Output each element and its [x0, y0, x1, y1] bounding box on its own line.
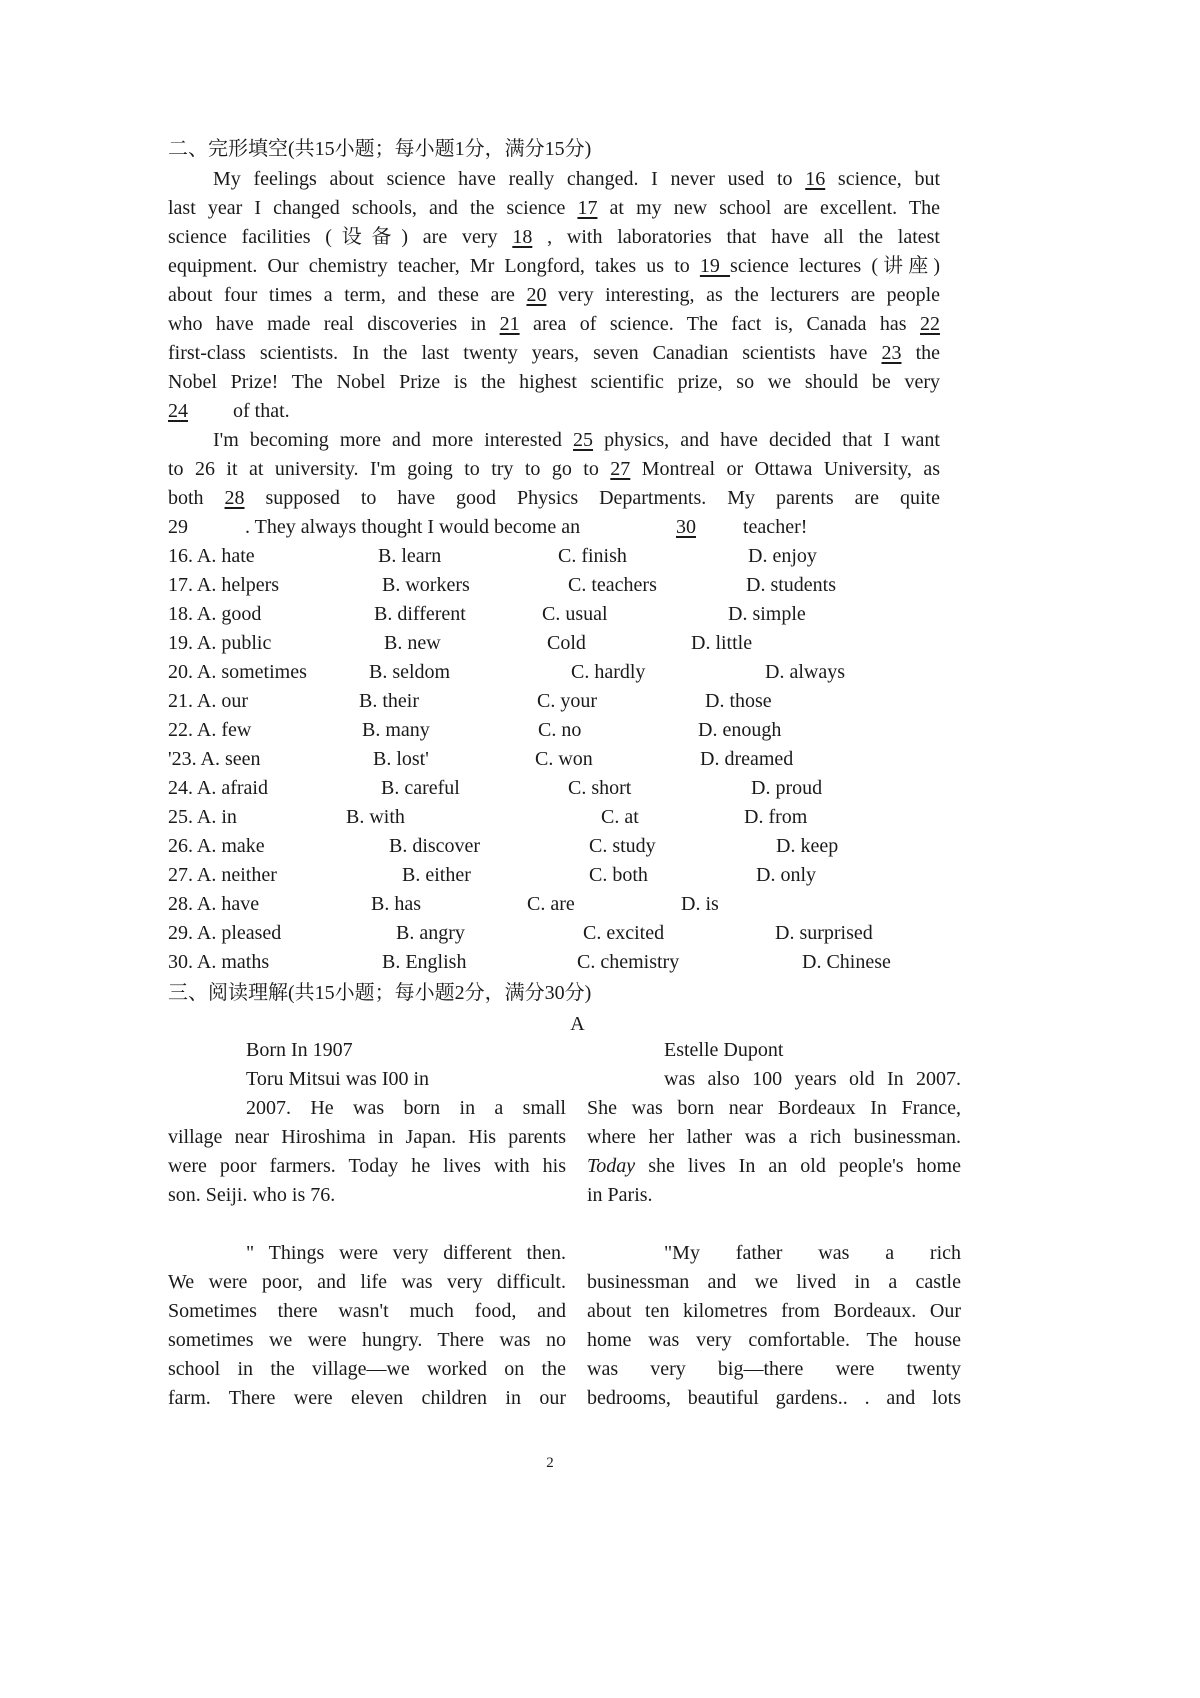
blank-25: 25 [573, 429, 594, 451]
cloze-p2-line-1: I'm becoming more and more interested 25 physics, and have decided that I want [213, 429, 940, 451]
option-a: 19. A. public [168, 632, 272, 654]
blank-28: 28 [224, 487, 245, 509]
option-b: B. either [402, 864, 471, 886]
option-row [168, 948, 908, 977]
reading-heading: 三、阅读理解(共15小题；每小题2分，满分30分) [168, 982, 592, 1004]
right-line-5: Today she lives In an old people's home [587, 1155, 961, 1177]
left-line-2: Toru Mitsui was I00 in [246, 1068, 430, 1090]
right-line-1: Estelle Dupont [664, 1039, 784, 1061]
option-c: C. at [601, 806, 639, 828]
left-line-10: sometimes we were hungry. There was no [168, 1329, 566, 1351]
option-c: C. are [527, 893, 575, 915]
cloze-p2-line-2: to 26 it at university. I'm going to try to go to 27 Montreal or Ottawa University, as [168, 458, 940, 480]
option-row [168, 687, 908, 716]
option-row [168, 745, 908, 774]
option-row [168, 919, 908, 948]
cloze-p1-line-3: science facilities (设备) are very 18 , with laboratories that have all the latest [168, 226, 940, 248]
option-d: D. Chinese [802, 951, 891, 973]
cloze-heading: 二、完形填空(共15小题；每小题1分，满分15分) [168, 138, 592, 160]
option-d: D. those [705, 690, 772, 712]
option-c: C. hardly [571, 661, 646, 683]
option-d: D. enough [698, 719, 782, 741]
option-c: C. usual [542, 603, 608, 625]
blank-23: 23 [881, 342, 902, 364]
option-b: B. careful [381, 777, 460, 799]
left-line-5: were poor farmers. Today he lives with his [168, 1155, 566, 1177]
option-row [168, 629, 908, 658]
option-a: '23. A. seen [168, 748, 261, 770]
blank-24: 24 [168, 400, 188, 422]
option-row [168, 803, 908, 832]
option-c: C. won [535, 748, 593, 770]
cloze-p2-line-3: both 28 supposed to have good Physics Departments. My parents are quite [168, 487, 940, 509]
section-label: A [570, 1013, 585, 1035]
option-a: 27. A. neither [168, 864, 277, 886]
option-a: 30. A. maths [168, 951, 270, 973]
blank-17: 17 [577, 197, 598, 219]
left-line-4: village near Hiroshima in Japan. His parents [168, 1126, 566, 1148]
cloze-p1-line-9: 24 of that. [168, 400, 290, 422]
left-line-7: " Things were very different then. [246, 1242, 566, 1264]
option-row [168, 861, 908, 890]
option-a: 26. A. make [168, 835, 265, 857]
option-row [168, 890, 908, 919]
option-c: Cold [547, 632, 586, 654]
blank-30: 30 [676, 516, 696, 538]
cloze-p1-line-5: about four times a term, and these are 20 very interesting, as the lecturers are people [168, 284, 940, 306]
option-row [168, 658, 908, 687]
option-d: D. surprised [775, 922, 873, 944]
option-c: C. finish [558, 545, 627, 567]
option-b: B. their [359, 690, 419, 712]
option-b: B. learn [378, 545, 442, 567]
left-line-1: Born In 1907 [246, 1039, 353, 1061]
right-line-11: was very big—there were twenty [587, 1358, 961, 1380]
cloze-p1-line-7: first-class scientists. In the last twenty years, seven Canadian scientists have 23 the [168, 342, 941, 364]
option-c: C. excited [583, 922, 665, 944]
option-row [168, 542, 908, 571]
option-a: 25. A. in [168, 806, 237, 828]
reading-left-column [168, 1036, 566, 1416]
left-line-6: son. Seiji. who is 76. [168, 1184, 336, 1206]
option-c: C. your [537, 690, 597, 712]
option-d: D. always [765, 661, 845, 683]
option-c: C. no [538, 719, 582, 741]
right-line-2: was also 100 years old In 2007. [664, 1068, 961, 1090]
option-d: D. students [746, 574, 836, 596]
option-row [168, 716, 908, 745]
exam-page: 二、完形填空(共15小题；每小题1分，满分15分) My feelings about science have really changed. I never used to 16 science, but last year I changed schools, and the science 17 at my new school are excellent. The science facilities (设备) are very 18 , with laboratories that have all the latest equipment. Our chemistry teacher, Mr Longford, takes us to 19 science lectures (讲座) about four times a term, and these are 20 very interesting, as the lecturers are people who have made real discoveries in 21 area of science. The fact is, Canada has 22 first-class scientists. In the last twenty years, seven Canadian scientists have 23 the Nobel Prize! The Nobel Prize is the highest scientific prize, so we should be very 24 of that. I'm becoming more and more interested 25 physics, and have decided that I want to 26 it at university. I'm going to try to go to 27 Montreal or Ottawa University, as both 28 supposed to have good Physics Departments. My parents are quite 29 . They always thought I would become an 30 teacher! 16. A. hate B. learn C. finish D. enjoy 17. A. helpers B. workers C. teachers D. students 18. A. good B. different C. usual D. simple 19. A. public B. new Cold D. little 20. A. sometimes B. seldom C. hardly D. always 21. A. our B. their C. your D. those 22. A. few B. many C. no D. enough '23. A. seen B. lost' C. won D. dreamed 24. A. afraid B. careful C. short D. proud 25. A. in B. with C. at D. from 26. A. make B. discover C. study D. keep 27. A. neither B. either C. both D. only 28. A. have B. has C. are D. is 29. A. pleased B. angry C. excited D. surprised 30. A. maths B. English C. chemistry D. Chinese 三、阅读理解(共15小题；每小题2分，满分30分) A Born In 1907 Toru Mitsui was I00 in 2007. He was born in a small village near Hiroshima in Japan. His parents were poor farmers. Today he lives with his son. Seiji. who is 76. " Things were very different then. We were poor, and life was very difficult. Sometimes there wasn't much food, and sometimes we were hungry. There was no school in the village—we worked on the farm. There were eleven children in our Estelle Dupont was also 100 years old In 2007. She was born near Bordeaux In France, where her lather was a rich businessman. Today she lives In an old people's home in Paris. "My father was a rich businessman and we lived in a castle about ten kilometres from Bordeaux. Our home was very comfortable. The house was very big—there were twenty bedrooms, beautiful gardens.. . and lots 2 [0, 0, 1100, 1556]
left-line-3: 2007. He was born in a small [246, 1097, 566, 1119]
option-a: 24. A. afraid [168, 777, 268, 799]
option-b: B. seldom [369, 661, 451, 683]
right-line-7: "My father was a rich [664, 1242, 961, 1264]
option-c: C. both [589, 864, 648, 886]
right-line-10: home was very comfortable. The house [587, 1329, 961, 1351]
option-d: D. dreamed [700, 748, 794, 770]
right-line-6: in Paris. [587, 1184, 653, 1206]
option-row [168, 571, 908, 600]
option-c: C. teachers [568, 574, 657, 596]
right-line-8: businessman and we lived in a castle [587, 1271, 961, 1293]
left-line-12: farm. There were eleven children in our [168, 1387, 566, 1409]
option-b: B. discover [389, 835, 481, 857]
right-line-9: about ten kilometres from Bordeaux. Our [587, 1300, 961, 1322]
option-d: D. from [744, 806, 808, 828]
blank-20: 20 [526, 284, 547, 306]
left-line-9: Sometimes there wasn't much food, and [168, 1300, 566, 1322]
option-a: 18. A. good [168, 603, 262, 625]
page-number: 2 [546, 1455, 554, 1471]
today-italic: Today [587, 1155, 636, 1177]
cloze-p1-line-4: equipment. Our chemistry teacher, Mr Longford, takes us to 19 science lectures (讲座) [168, 255, 941, 277]
blank-19: 19 [699, 255, 731, 277]
blank-21: 21 [499, 313, 520, 335]
option-b: B. workers [382, 574, 470, 596]
option-b: B. has [371, 893, 421, 915]
option-a: 28. A. have [168, 893, 260, 915]
option-b: B. English [382, 951, 467, 973]
option-c: C. chemistry [577, 951, 680, 973]
cloze-p1-line-6: who have made real discoveries in 21 area of science. The fact is, Canada has 22 [168, 313, 940, 335]
option-d: D. little [691, 632, 753, 654]
cloze-p1-line-8: Nobel Prize! The Nobel Prize is the highest scientific prize, so we should be very [168, 371, 940, 393]
option-c: C. study [589, 835, 656, 857]
option-a: 21. A. our [168, 690, 248, 712]
right-line-4: where her lather was a rich businessman. [587, 1126, 961, 1148]
option-d: D. simple [728, 603, 806, 625]
option-a: 22. A. few [168, 719, 252, 741]
blank-18: 18 [512, 226, 533, 248]
cloze-p1-line-1: My feelings about science have really changed. I never used to 16 science, but [213, 168, 941, 190]
option-d: D. is [681, 893, 719, 915]
option-d: D. keep [776, 835, 839, 857]
reading-right-column [587, 1036, 961, 1416]
option-b: B. different [374, 603, 466, 625]
right-line-3: She was born near Bordeaux In France, [587, 1097, 961, 1119]
option-b: B. with [346, 806, 405, 828]
option-a: 16. A. hate [168, 545, 255, 567]
blank-22: 22 [919, 313, 940, 335]
option-d: D. only [756, 864, 816, 886]
cloze-p1-line-2: last year I changed schools, and the science 17 at my new school are excellent. The [168, 197, 940, 219]
option-b: B. angry [396, 922, 465, 944]
option-d: D. enjoy [748, 545, 817, 567]
option-a: 29. A. pleased [168, 922, 282, 944]
option-row [168, 774, 908, 803]
left-line-8: We were poor, and life was very difficult. [168, 1271, 566, 1293]
right-line-12: bedrooms, beautiful gardens.. . and lots [587, 1387, 961, 1409]
option-b: B. many [362, 719, 430, 741]
blank-27: 27 [610, 458, 631, 480]
left-line-11: school in the village—we worked on the [168, 1358, 566, 1380]
option-row [168, 600, 908, 629]
option-a: 20. A. sometimes [168, 661, 307, 683]
option-b: B. new [384, 632, 441, 654]
option-d: D. proud [751, 777, 823, 799]
option-b: B. lost' [373, 748, 429, 770]
option-row [168, 832, 908, 861]
option-c: C. short [568, 777, 632, 799]
option-a: 17. A. helpers [168, 574, 280, 596]
blank-16: 16 [805, 168, 826, 190]
